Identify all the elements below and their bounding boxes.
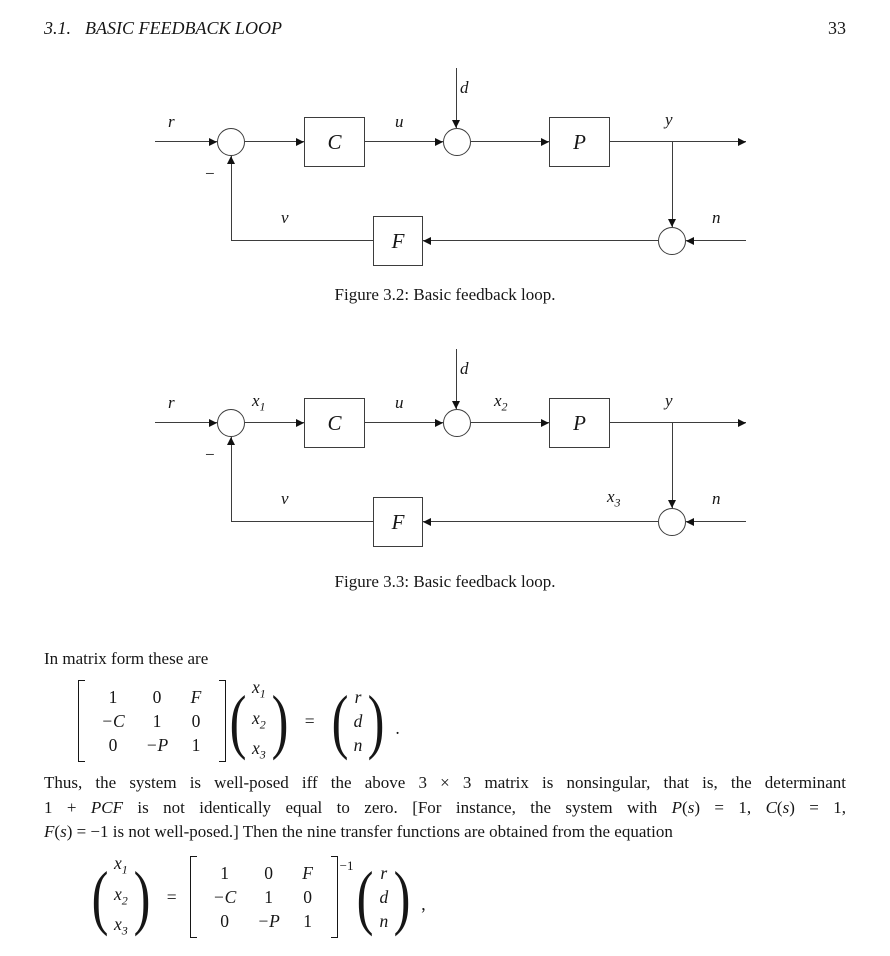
arrow-down-icon	[452, 401, 460, 409]
arrow-down-icon	[668, 500, 676, 508]
signal-label-x3: $x_3$	[607, 487, 621, 510]
body-paragraph	[44, 771, 846, 845]
signal-label-y: y	[665, 391, 673, 410]
arrow-right-icon	[435, 138, 443, 146]
paren-right: )	[393, 857, 411, 937]
equals-sign: =	[166, 886, 177, 907]
signal-line-r	[155, 141, 217, 142]
signal-line-x3	[423, 240, 658, 241]
state-vector: $x_1$ $x_2$ $x_3$	[113, 853, 128, 938]
state-vector: $x_1$ $x_2$ $x_3$	[251, 677, 266, 762]
paren-right: )	[367, 681, 385, 761]
coefficient-matrix: 1 0 F −C 1 0 0 −P 1	[78, 680, 226, 762]
bracket-right	[331, 856, 338, 938]
arrow-right-icon	[209, 138, 217, 146]
figure-caption: Figure 3.2: Basic feedback loop.	[334, 285, 556, 304]
bracket-left	[78, 680, 85, 762]
signal-label-d: d	[460, 78, 469, 97]
signal-line-n	[686, 240, 746, 241]
signal-label-n: n	[712, 208, 721, 227]
input-vector: r d n	[379, 863, 389, 931]
section-header	[44, 18, 282, 39]
signal-line-u	[365, 141, 443, 142]
signal-label-n: n	[712, 489, 721, 508]
summing-junction	[658, 227, 686, 255]
page-number: 33	[828, 18, 846, 38]
signal-line-r	[155, 422, 217, 423]
period: .	[395, 717, 400, 738]
signal-label-r: r	[168, 112, 175, 131]
arrow-up-icon	[227, 156, 235, 164]
branch-line-y	[672, 423, 673, 508]
arrow-right-icon	[296, 419, 304, 427]
arrow-right-icon	[541, 419, 549, 427]
arrow-right-icon	[541, 138, 549, 146]
summing-junction	[658, 508, 686, 536]
paren-right: )	[271, 681, 289, 761]
paragraph-line: Thus, the system is well-posed iff the above 3 × 3 matrix is nonsingular, that is, the determinant	[44, 773, 846, 792]
summing-junction	[217, 128, 245, 156]
paren-right: )	[133, 857, 151, 937]
equals-sign: =	[304, 710, 315, 731]
signal-label-d: d	[460, 359, 469, 378]
coefficient-matrix: 1 0 F −C 1 0 0 −P 1	[190, 856, 338, 938]
branch-line-y	[672, 142, 673, 227]
filter-block: F	[373, 497, 423, 547]
signal-line-d	[456, 68, 457, 128]
signal-label-v: v	[281, 489, 289, 508]
feedback-line-v	[231, 156, 232, 240]
summing-junction	[217, 409, 245, 437]
controller-block: C	[304, 398, 365, 448]
bracket-right	[219, 680, 226, 762]
arrow-right-icon	[435, 419, 443, 427]
signal-line-y	[610, 141, 746, 142]
arrow-right-icon	[209, 419, 217, 427]
signal-line-n	[686, 521, 746, 522]
signal-label-u: u	[395, 393, 404, 412]
arrow-left-icon	[423, 237, 431, 245]
paren-left: (	[357, 857, 374, 937]
plant-block: P	[549, 398, 610, 448]
feedback-line-v	[231, 437, 232, 521]
arrow-down-icon	[452, 120, 460, 128]
equation-transfer-functions	[88, 855, 426, 939]
signal-label-u: u	[395, 112, 404, 131]
arrow-right-icon	[296, 138, 304, 146]
section-number: 3.1.	[44, 18, 71, 38]
arrow-left-icon	[686, 237, 694, 245]
matrix-intro-text: In matrix form these are	[44, 649, 209, 668]
input-vector: r d n	[353, 687, 363, 755]
inverse-exponent: −1	[339, 858, 354, 873]
signal-label-y: y	[665, 110, 673, 129]
section-title: BASIC FEEDBACK LOOP	[85, 18, 282, 38]
figure-caption: Figure 3.3: Basic feedback loop.	[334, 572, 556, 591]
paragraph-line: F(s) = −1 is not well-posed.] Then the nine transfer functions are obtained from the equation	[44, 822, 673, 841]
minus-sign: −	[205, 445, 215, 464]
signal-label-x2: $x_2$	[494, 391, 508, 414]
minus-sign: −	[205, 164, 215, 183]
paren-left: (	[331, 681, 349, 761]
paragraph-line: 1 + PCF is not identically equal to zero. [For instance, the system with P(s) = 1, C(s) = 1,	[44, 797, 847, 817]
signal-line-v	[231, 240, 373, 241]
bracket-left	[190, 856, 197, 938]
arrow-up-icon	[227, 437, 235, 445]
signal-label-x1: $x_1$	[252, 391, 266, 414]
arrow-left-icon	[686, 518, 694, 526]
arrow-down-icon	[668, 219, 676, 227]
signal-line-v	[231, 521, 373, 522]
summing-junction	[443, 128, 471, 156]
paren-left: (	[229, 681, 247, 761]
comma: ,	[421, 893, 426, 914]
arrow-right-icon	[738, 138, 746, 146]
signal-line-y	[610, 422, 746, 423]
arrow-right-icon	[738, 419, 746, 427]
signal-line-x2	[471, 422, 549, 423]
signal-line-d	[456, 349, 457, 409]
signal-label-v: v	[281, 208, 289, 227]
signal-line-x2	[471, 141, 549, 142]
arrow-left-icon	[423, 518, 431, 526]
filter-block: F	[373, 216, 423, 266]
paren-left: (	[91, 857, 109, 937]
signal-line-u	[365, 422, 443, 423]
signal-line-x3	[423, 521, 658, 522]
signal-label-r: r	[168, 393, 175, 412]
plant-block: P	[549, 117, 610, 167]
summing-junction	[443, 409, 471, 437]
controller-block: C	[304, 117, 365, 167]
equation-matrix-form	[78, 679, 400, 763]
